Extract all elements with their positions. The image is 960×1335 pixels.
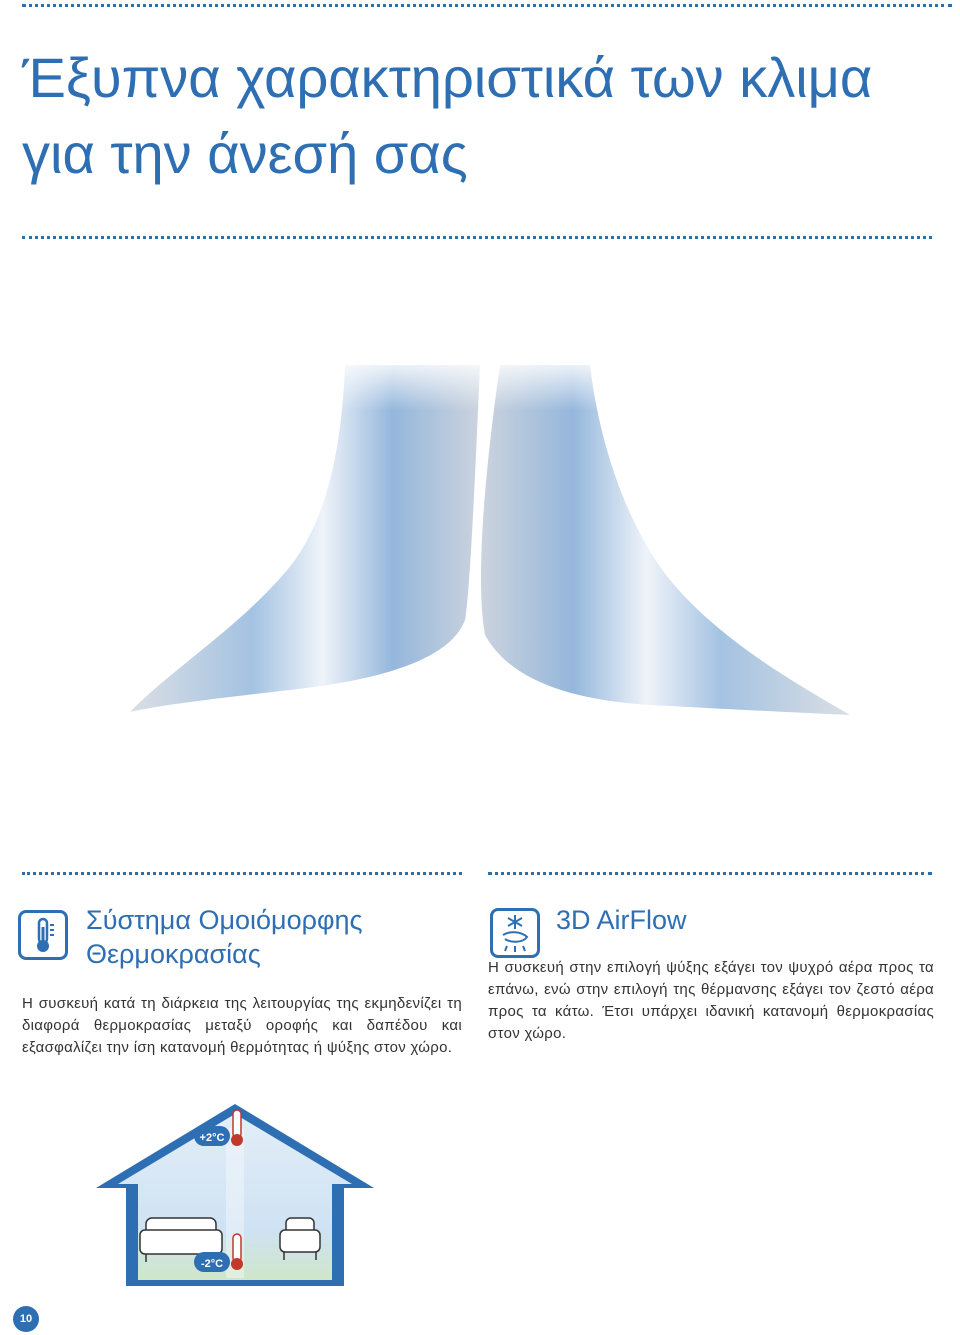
right-section-divider xyxy=(488,872,932,875)
airflow-snowflake-icon xyxy=(490,908,540,958)
page-number: 10 xyxy=(13,1306,39,1332)
top-thermometer-icon xyxy=(231,1110,243,1146)
left-section-body: Η συσκευή κατά τη διάρκεια της λειτουργίας της εκμηδενίζει τη διαφορά θερμοκρασίας μεταξύ οροφής και δαπέδου και εξασφαλίζει την ίση κατανομή θερμότητας ή ψύξης στον χώρο. xyxy=(22,995,462,1056)
top-divider xyxy=(22,4,952,7)
left-section-title-line-2: Θερμοκρασίας xyxy=(86,939,261,969)
left-section-divider xyxy=(22,872,462,875)
page-title xyxy=(22,40,952,192)
page-title-line-1: Έξυπνα χαρακτηριστικά των κλιμα xyxy=(22,46,873,109)
right-section-title: 3D AirFlow xyxy=(556,905,687,935)
left-section-title-line-1: Σύστημα Ομοιόμορφης xyxy=(86,905,363,935)
page-title-line-2: για την άνεσή σας xyxy=(22,122,468,185)
bottom-temperature-label: -2°C xyxy=(200,1258,224,1270)
thermometer-icon xyxy=(18,910,68,960)
bottom-thermometer-icon xyxy=(231,1234,243,1270)
top-temperature-label: +2°C xyxy=(199,1132,225,1144)
house-temperature-diagram xyxy=(90,1098,380,1288)
airflow-illustration xyxy=(130,360,850,780)
right-section-body: Η συσκευή στην επιλογή ψύξης εξάγει τον ψυχρό αέρα προς τα επάνω, ενώ στην επιλογή της θέρμανσης εξάγει τον ζεστό αέρα προς τα κάτω. Έτσι υπάρχει ιδανική κατανομή θερμοκρασίας στον χώρο. xyxy=(488,959,934,1042)
title-divider xyxy=(22,236,932,239)
left-section-title xyxy=(86,903,363,971)
